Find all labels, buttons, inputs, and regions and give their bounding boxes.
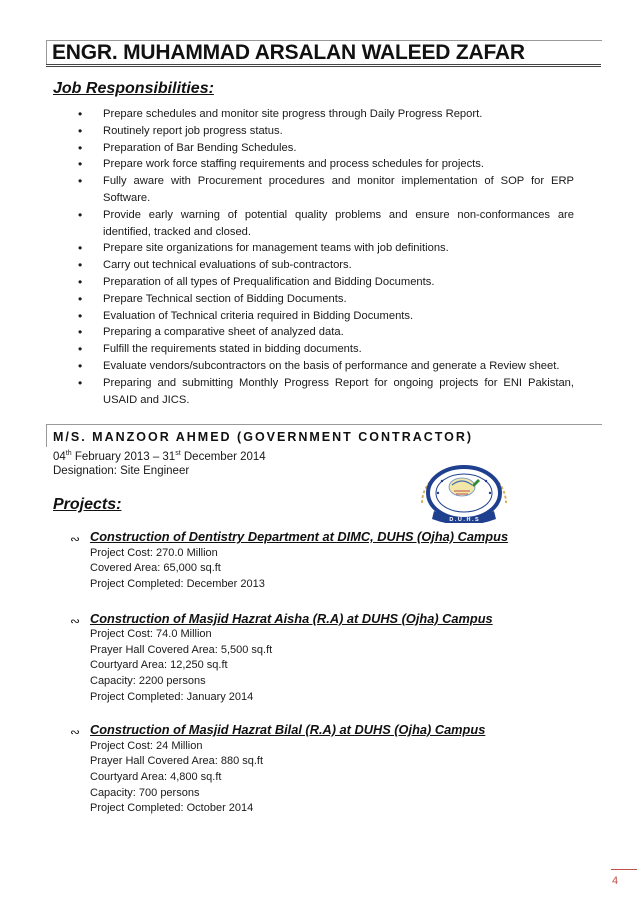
- project-bullet-icon: ∾: [70, 725, 81, 739]
- list-item: • Evaluate vendors/subcontractors on the basis of performance and generate a Review sheet.: [88, 358, 574, 375]
- project-detail: Capacity: 700 persons: [90, 787, 200, 799]
- duhs-logo-icon: [412, 463, 516, 523]
- project-title: Construction of Masjid Hazrat Aisha (R.A) at DUHS (Ojha) Campus: [90, 611, 493, 626]
- list-item: • Evaluation of Technical criteria required in Bidding Documents.: [88, 308, 574, 325]
- list-item: • Preparation of Bar Bending Schedules.: [88, 140, 574, 157]
- job-responsibilities-heading: Job Responsibilities:: [53, 80, 214, 97]
- project-detail: Capacity: 2200 persons: [90, 675, 206, 687]
- page-number-rule: [611, 869, 637, 870]
- project-detail: Project Cost: 270.0 Million: [90, 547, 218, 559]
- list-item: • Fulfill the requirements stated in bidding documents.: [88, 341, 574, 358]
- list-item: • Prepare Technical section of Bidding Documents.: [88, 291, 574, 308]
- employer-name: M/S. MANZOOR AHMED (GOVERNMENT CONTRACTOR): [53, 430, 474, 444]
- list-item: • Preparing and submitting Monthly Progress Report for ongoing projects for ENI Pakistan, USAID and JICS.: [88, 375, 574, 409]
- list-item: • Preparing a comparative sheet of analyzed data.: [88, 324, 574, 341]
- project-title: Construction of Masjid Hazrat Bilal (R.A) at DUHS (Ojha) Campus: [90, 722, 486, 737]
- project-detail: Project Completed: January 2014: [90, 691, 254, 703]
- project-bullet-icon: ∾: [70, 532, 81, 546]
- list-item: • Prepare work force staffing requirements and process schedules for projects.: [88, 156, 574, 173]
- list-item: • Carry out technical evaluations of sub-contractors.: [88, 257, 574, 274]
- list-item: • Routinely report job progress status.: [88, 123, 574, 140]
- projects-heading: Projects:: [53, 496, 122, 513]
- project-detail: Project Completed: December 2013: [90, 578, 265, 590]
- project-detail: Courtyard Area: 12,250 sq.ft: [90, 659, 228, 671]
- logo-text: D . U . H . S: [449, 517, 479, 523]
- list-item: • Prepare schedules and monitor site progress through Daily Progress Report.: [88, 106, 574, 123]
- list-item: • Preparation of all types of Prequalification and Bidding Documents.: [88, 274, 574, 291]
- list-item: • Fully aware with Procurement procedures and monitor implementation of SOP for ERP Software.: [88, 173, 574, 207]
- candidate-name: ENGR. MUHAMMAD ARSALAN WALEED ZAFAR: [52, 41, 525, 64]
- project-bullet-icon: ∾: [70, 614, 81, 628]
- list-item: • Provide early warning of potential quality problems and ensure non-conformances are identified, tracked and closed.: [88, 207, 574, 241]
- page-number: 4: [612, 875, 619, 887]
- project-detail: Project Completed: October 2014: [90, 802, 254, 814]
- project-detail: Prayer Hall Covered Area: 880 sq.ft: [90, 755, 264, 767]
- project-title: Construction of Dentistry Department at DIMC, DUHS (Ojha) Campus: [90, 529, 509, 544]
- list-item: • Prepare site organizations for management teams with job definitions.: [88, 240, 574, 257]
- designation: Designation: Site Engineer: [53, 465, 190, 477]
- responsibilities-list: [88, 106, 574, 408]
- project-detail: Project Cost: 24 Million: [90, 740, 203, 752]
- project-detail: Covered Area: 65,000 sq.ft: [90, 562, 221, 574]
- project-detail: Courtyard Area: 4,800 sq.ft: [90, 771, 222, 783]
- project-detail: Project Cost: 74.0 Million: [90, 628, 212, 640]
- project-detail: Prayer Hall Covered Area: 5,500 sq.ft: [90, 644, 273, 656]
- employment-dates: 04th February 2013 – 31st December 2014: [53, 450, 266, 463]
- name-underline: [46, 64, 601, 67]
